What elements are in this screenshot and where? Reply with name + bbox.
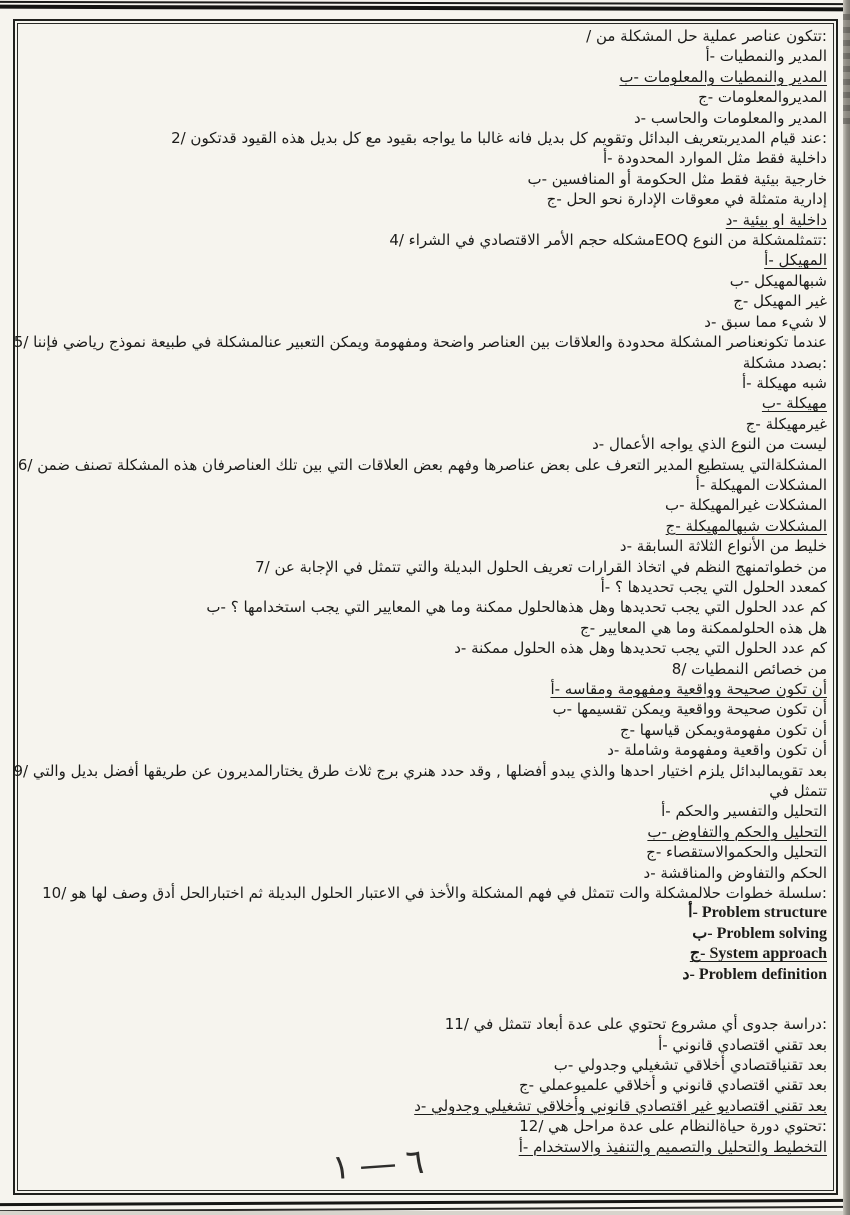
answer-option: المهيكل -أ	[764, 251, 827, 270]
answer-option: هل هذه الحلولممكنة وما هي المعايير -ج	[580, 618, 827, 637]
answer-option: أن تكون صحيحة وواقعية ويمكن تقسيمها -ب	[552, 700, 827, 719]
answer-option: بعد تقني اقتصاديو غير اقتصادي قانوني وأخلاقي تشغيلي وجدولي -د	[414, 1096, 827, 1115]
answer-option: لا شيء مما سبق -د	[704, 312, 827, 331]
answer-option: الحكم والتفاوض والمناقشة -د	[643, 863, 827, 882]
answer-option: ج- System approach	[689, 945, 827, 963]
answer-option: المديروالمعلومات -ج	[698, 88, 827, 107]
page-top-edge-bar	[0, 5, 850, 12]
question-text: :تتكون عناصر عملية حل المشكلة من /	[586, 27, 827, 45]
question-block	[17, 455, 827, 557]
page-bottom-edge-bar	[0, 1199, 850, 1206]
answer-option: ب- Problem solving	[692, 924, 827, 942]
question-block	[29, 26, 827, 128]
answer-option: كم عدد الحلول التي يجب تحديدها وهل هذهالحلول ممكنة وما هي المعايير التي يجب استخدامها ؟ -ب	[206, 598, 827, 617]
answer-option: داخلية فقط مثل الموارد المحدودة -أ	[603, 149, 827, 168]
question-text: :تتمثلمشكلة من النوع EOQمشكله حجم الأمر الاقتصادي في الشراء /4	[389, 231, 827, 250]
answer-option: بعد تقني اقتصادي قانوني -أ	[658, 1035, 827, 1054]
scanner-background-strip	[0, 1211, 850, 1215]
answer-option: مهيكلة -ب	[761, 394, 827, 413]
answer-option: غير المهيكل -ج	[733, 292, 827, 311]
answer-option: داخلية او بيئية -د	[725, 210, 827, 229]
question-text: :تحتوي دورة حياةالنظام على عدة مراحل هي /12	[519, 1117, 827, 1136]
answer-option: أن تكون مفهومةويمكن قياسها -ج	[619, 720, 827, 739]
answer-option: خليط من الأنواع الثلاثة السابقة -د	[619, 537, 827, 556]
answer-option: أن تكون صحيحة وواقعية ومفهومة ومقاسه -أ	[550, 680, 827, 698]
question-text: من خصائص النمطيات /8	[671, 659, 827, 678]
answer-option: المشكلات المهيكلة -أ	[695, 475, 827, 494]
question-text: :سلسلة خطوات حلالمشكلة والت تتمثل في فهم المشكلة والأخذ في الاعتبار الحلول البديلة ثم اختبارالحل أدق وصف لها هو /10	[42, 884, 827, 903]
answer-option: التحليل والحكموالاستقصاء -ج	[646, 843, 827, 862]
question-text: :عند قيام المديربتعريف البدائل وتقويم كل بديل فانه غالبا ما يواجه بقيود مع كل بديل هذه القيود قدتكون /2	[171, 129, 827, 148]
answer-option: إدارية متمثلة في معوقات الإدارة نحو الحل -ج	[546, 190, 827, 209]
question-text: تتمثل في	[769, 782, 827, 801]
question-block	[29, 128, 827, 230]
question-block	[29, 883, 827, 985]
answer-option: المشكلات شبهالمهيكلة -ج	[665, 516, 827, 535]
answer-option: بعد تقنياقتصادي أخلاقي تشغيلي وجدولي -ب	[553, 1055, 827, 1074]
answer-option: غيرمهيكلة -ج	[745, 414, 827, 433]
answer-option: بعد تقني اقتصادي قانوني و أخلاقي علميوعملي -ج	[518, 1076, 827, 1095]
question-text: من خطواتمنهج النظم في اتخاذ القرارات تعريف الحلول البديلة والتي تتمثل في الإجابة عن /7	[255, 557, 827, 576]
question-text: المشكلةالتي يستطيع المدير التعرف على بعض عناصرها وفهم بعض العلاقات التي بين تلك العناصرفان هذه المشكلة تصنف ضمن /6	[17, 455, 827, 474]
answer-option: المشكلات غيرالمهيكلة -ب	[664, 496, 827, 515]
answer-option: أن تكون واقعية ومفهومة وشاملة -د	[607, 741, 827, 760]
scan-edge-strip	[843, 0, 850, 1215]
answer-option: أ- Problem structure	[688, 904, 827, 922]
question-block	[29, 1014, 827, 1116]
answer-option: شبه مهيكلة -أ	[741, 373, 827, 392]
question-text: عندما تكونعناصر المشكلة محدودة والعلاقات بين العناصر واضحة ومفهومة ويمكن التعبير عنالمشكلة في طبيعة نموذج رياضي فإننا /5	[13, 333, 827, 352]
questions-list	[13, 26, 827, 1193]
question-text: :بصدد مشكلة	[742, 353, 827, 372]
answer-option: التحليل والحكم والتفاوض -ب	[647, 822, 827, 841]
answer-option: خارجية بيئية فقط مثل الحكومة أو المنافسين -ب	[527, 169, 827, 188]
question-block	[29, 230, 827, 332]
answer-option: د- Problem definition	[682, 965, 827, 983]
question-text: :دراسة جدوى أي مشروع تحتوي على عدة أبعاد تتمثل في /11	[444, 1015, 827, 1034]
answer-option: المدير والمعلومات والحاسب -د	[634, 108, 827, 127]
answer-option: شبهالمهيكل -ب	[729, 271, 827, 290]
question-block	[13, 332, 827, 454]
answer-option: كم عدد الحلول التي يجب تحديدها وهل هذه الحلول ممكنة -د	[454, 639, 827, 658]
question-block	[29, 557, 827, 659]
answer-option: كمعدد الحلول التي يجب تحديدها ؟ -أ	[600, 577, 827, 596]
question-text: بعد تقويمالبدائل يلزم اختيار احدها والذي يبدو أفضلها , وقد حدد هنري برج ثلاث طرق يختارالمديرون عن طريقها أفضل بديل والتي /9	[13, 761, 827, 780]
answer-option: ليست من النوع الذي يواجه الأعمال -د	[592, 435, 827, 454]
question-block	[13, 761, 827, 883]
answer-option: التخطيط والتحليل والتصميم والتنفيذ والاستخدام -أ	[518, 1137, 827, 1156]
page-border-frame	[13, 19, 838, 1195]
question-block	[29, 659, 827, 761]
answer-option: المدير والنمطيات والمعلومات -ب	[619, 67, 827, 86]
answer-option: التحليل والتفسير والحكم -أ	[661, 802, 827, 821]
answer-option: المدير والنمطيات -أ	[705, 47, 827, 66]
handwritten-page-number: ٦ ― ١	[330, 1141, 426, 1189]
